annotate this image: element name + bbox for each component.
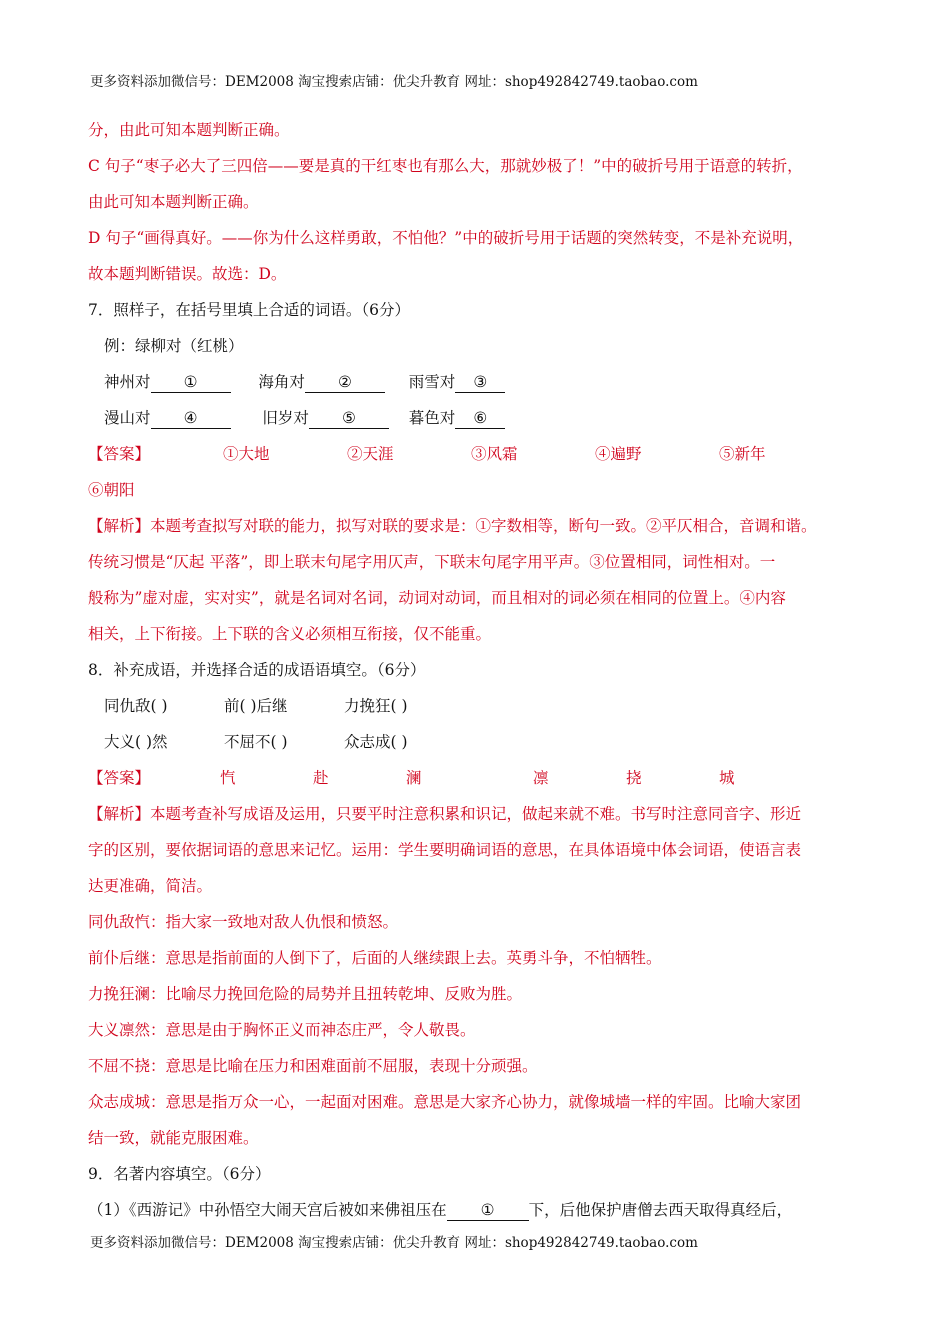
idiom-definition: 前仆后继：意思是指前面的人倒下了，后面的人继续跟上去。英勇斗争，不怕牺牲。 bbox=[88, 949, 662, 967]
idiom-definition: 力挽狂澜：比喻尽力挽回危险的局势并且扭转乾坤、反败为胜。 bbox=[88, 985, 523, 1003]
question-9-text: 下，后他保护唐僧去西天取得真经后， bbox=[528, 1201, 793, 1219]
idiom-definition: 结一致，就能克服困难。 bbox=[88, 1129, 259, 1147]
couplet-blank: ④ bbox=[151, 408, 231, 429]
question-7-analysis-3: 般称为”虚对虚，实对实”，就是名词对名词，动词对动词，而且相对的词必须在相同的位置上。④内容 bbox=[88, 589, 786, 607]
question-7-analysis-1: 【解析】本题考查拟写对联的能力，拟写对联的要求是：①字数相等，断句一致。②平仄相合，音调和谐。 bbox=[88, 517, 817, 535]
option-d-line-1: D 句子“画得真好。——你为什么这样勇敢，不怕他？”中的破折号用于话题的突然转变，不是补充说明， bbox=[88, 229, 804, 247]
question-9-item-1 bbox=[88, 1192, 868, 1228]
idiom-definition: 大义凛然：意思是由于胸怀正义而神态庄严，令人敬畏。 bbox=[88, 1021, 476, 1039]
couplet-label: 雨雪对 bbox=[408, 373, 456, 391]
idiom-blank: 同仇敌( ) bbox=[104, 697, 168, 715]
question-9-text: （1）《西游记》中孙悟空大闹天宫后被如来佛祖压在 bbox=[88, 1201, 447, 1219]
answer-item: ③风霜 bbox=[471, 445, 518, 463]
document-body bbox=[88, 112, 868, 1228]
question-8-analysis-1: 【解析】本题考查补写成语及运用，只要平时注意积累和识记，做起来就不难。书写时注意同音字、形近 bbox=[88, 805, 802, 823]
page-footer: 更多资料添加微信号：DEM2008 淘宝搜索店铺：优尖升教育 网址：shop492842749.taobao.com bbox=[90, 1235, 698, 1251]
answer-item: ⑤新年 bbox=[719, 445, 766, 463]
question-7-row-1 bbox=[88, 364, 868, 400]
couplet-blank: ① bbox=[151, 372, 231, 393]
idiom-blank: 不屈不( ) bbox=[224, 733, 288, 751]
page-header: 更多资料添加微信号：DEM2008 淘宝搜索店铺：优尖升教育 网址：shop492842749.taobao.com bbox=[90, 74, 698, 90]
answer-label: 【答案】 bbox=[88, 445, 151, 463]
idiom-blank: 众志成( ) bbox=[344, 733, 408, 751]
question-7-row-2 bbox=[88, 400, 868, 436]
answer-label: 【答案】 bbox=[88, 769, 151, 787]
idiom-blank: 前( )后继 bbox=[224, 697, 288, 715]
couplet-label: 神州对 bbox=[104, 373, 151, 391]
couplet-blank: ② bbox=[305, 372, 385, 393]
couplet-label: 漫山对 bbox=[104, 409, 151, 427]
question-8-title: 8．补充成语，并选择合适的成语语填空。（6分） bbox=[88, 661, 426, 679]
answer-item: ①大地 bbox=[223, 445, 270, 463]
couplet-label: 旧岁对 bbox=[262, 409, 309, 427]
question-7-title: 7．照样子，在括号里填上合适的词语。（6分） bbox=[88, 301, 410, 319]
answer-item: 赴 bbox=[313, 769, 329, 787]
couplet-blank: ⑥ bbox=[455, 408, 505, 429]
option-c-line-2: 由此可知本题判断正确。 bbox=[88, 193, 259, 211]
question-7-example: 例：绿柳对（红桃） bbox=[104, 337, 244, 355]
idiom-blank: 力挽狂( ) bbox=[344, 697, 408, 715]
couplet-label: 暮色对 bbox=[408, 409, 456, 427]
answer-item: ④遍野 bbox=[595, 445, 642, 463]
couplet-label: 海角对 bbox=[258, 373, 305, 391]
option-c-line-1: C 句子“枣子必大了三四倍——要是真的干红枣也有那么大，那就妙极了！”中的破折号用于语意的转折， bbox=[88, 157, 803, 175]
answer-item: 城 bbox=[719, 769, 735, 787]
question-7-analysis-2: 传统习惯是“仄起 平落”，即上联末句尾字用仄声，下联末句尾字用平声。③位置相同，词性相对。一 bbox=[88, 553, 776, 571]
answer-item: ②天涯 bbox=[347, 445, 394, 463]
question-8-row-1 bbox=[88, 688, 868, 724]
question-8-answer bbox=[88, 760, 868, 796]
question-7-analysis-4: 相关，上下衔接。上下联的含义必须相互衔接，仅不能重。 bbox=[88, 625, 492, 643]
question-9-title: 9．名著内容填空。（6分） bbox=[88, 1165, 271, 1183]
prev-analysis-line: 分，由此可知本题判断正确。 bbox=[88, 121, 290, 139]
question-7-answer-last: ⑥朝阳 bbox=[88, 481, 135, 499]
answer-item: 凛 bbox=[533, 769, 549, 787]
option-d-line-2: 故本题判断错误。故选：D。 bbox=[88, 265, 287, 283]
question-8-analysis-2: 字的区别，要依据词语的意思来记忆。运用：学生要明确词语的意思，在具体语境中体会词语，使语言表 bbox=[88, 841, 802, 859]
answer-item: 澜 bbox=[406, 769, 422, 787]
idiom-definition: 众志成城：意思是指万众一心，一起面对困难。意思是大家齐心协力，就像城墙一样的牢固。比喻大家团 bbox=[88, 1093, 802, 1111]
couplet-blank: ⑤ bbox=[309, 408, 389, 429]
fill-blank: ① bbox=[447, 1200, 529, 1221]
idiom-blank: 大义( )然 bbox=[104, 733, 168, 751]
idiom-definition: 不屈不挠：意思是比喻在压力和困难面前不屈服，表现十分顽强。 bbox=[88, 1057, 538, 1075]
answer-item: 忾 bbox=[220, 769, 236, 787]
question-8-row-2 bbox=[88, 724, 868, 760]
question-8-analysis-3: 达更准确，简洁。 bbox=[88, 877, 213, 895]
couplet-blank: ③ bbox=[455, 372, 505, 393]
question-7-answer bbox=[88, 436, 868, 472]
idiom-definition: 同仇敌忾：指大家一致地对敌人仇恨和愤怒。 bbox=[88, 913, 399, 931]
answer-item: 挠 bbox=[626, 769, 642, 787]
